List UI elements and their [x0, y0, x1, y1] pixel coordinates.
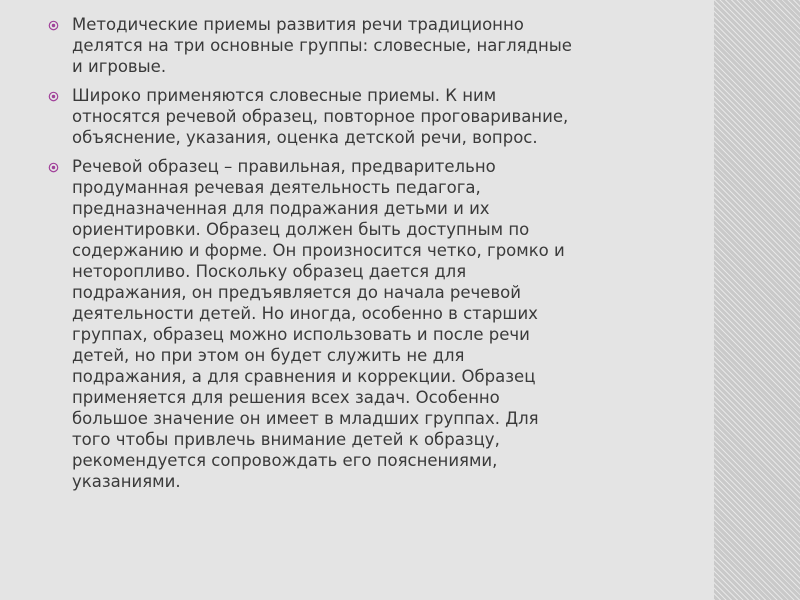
circled-dot-icon	[48, 91, 59, 102]
bullet-list	[46, 14, 676, 500]
bullet-text: Речевой образец – правильная, предварительно продуманная речевая деятельность педагога, предназначенная для подражания детьми и их ориентировки. Образец должен быть доступным по содержанию и форме. Он произносится четко, громко и неторопливо. Поскольку образец дается для подражания, он предъявляется до начала речевой деятельности детей. Но иногда, особенно в старших группах, образец можно использовать и после речи детей, но при этом он будет служить не для подражания, а для сравнения и коррекции. Образец применяется для решения всех задач. Особенно большое значение он имеет в младших группах. Для того чтобы привлечь внимание детей к образцу, рекомендуется сопровождать его пояснениями, указаниями.	[72, 157, 565, 491]
bullet-item	[46, 14, 676, 77]
bullet-item	[46, 85, 676, 148]
bullet-item	[46, 156, 676, 492]
bullet-text: Методические приемы развития речи традиционно делятся на три основные группы: словесные, наглядные и игровые.	[72, 15, 572, 76]
decorative-side-stripe	[714, 0, 800, 600]
circled-dot-icon	[48, 162, 59, 173]
bullet-text: Широко применяются словесные приемы. К ним относятся речевой образец, повторное проговаривание, объяснение, указания, оценка детской речи, вопрос.	[72, 86, 569, 147]
circled-dot-icon	[48, 20, 59, 31]
